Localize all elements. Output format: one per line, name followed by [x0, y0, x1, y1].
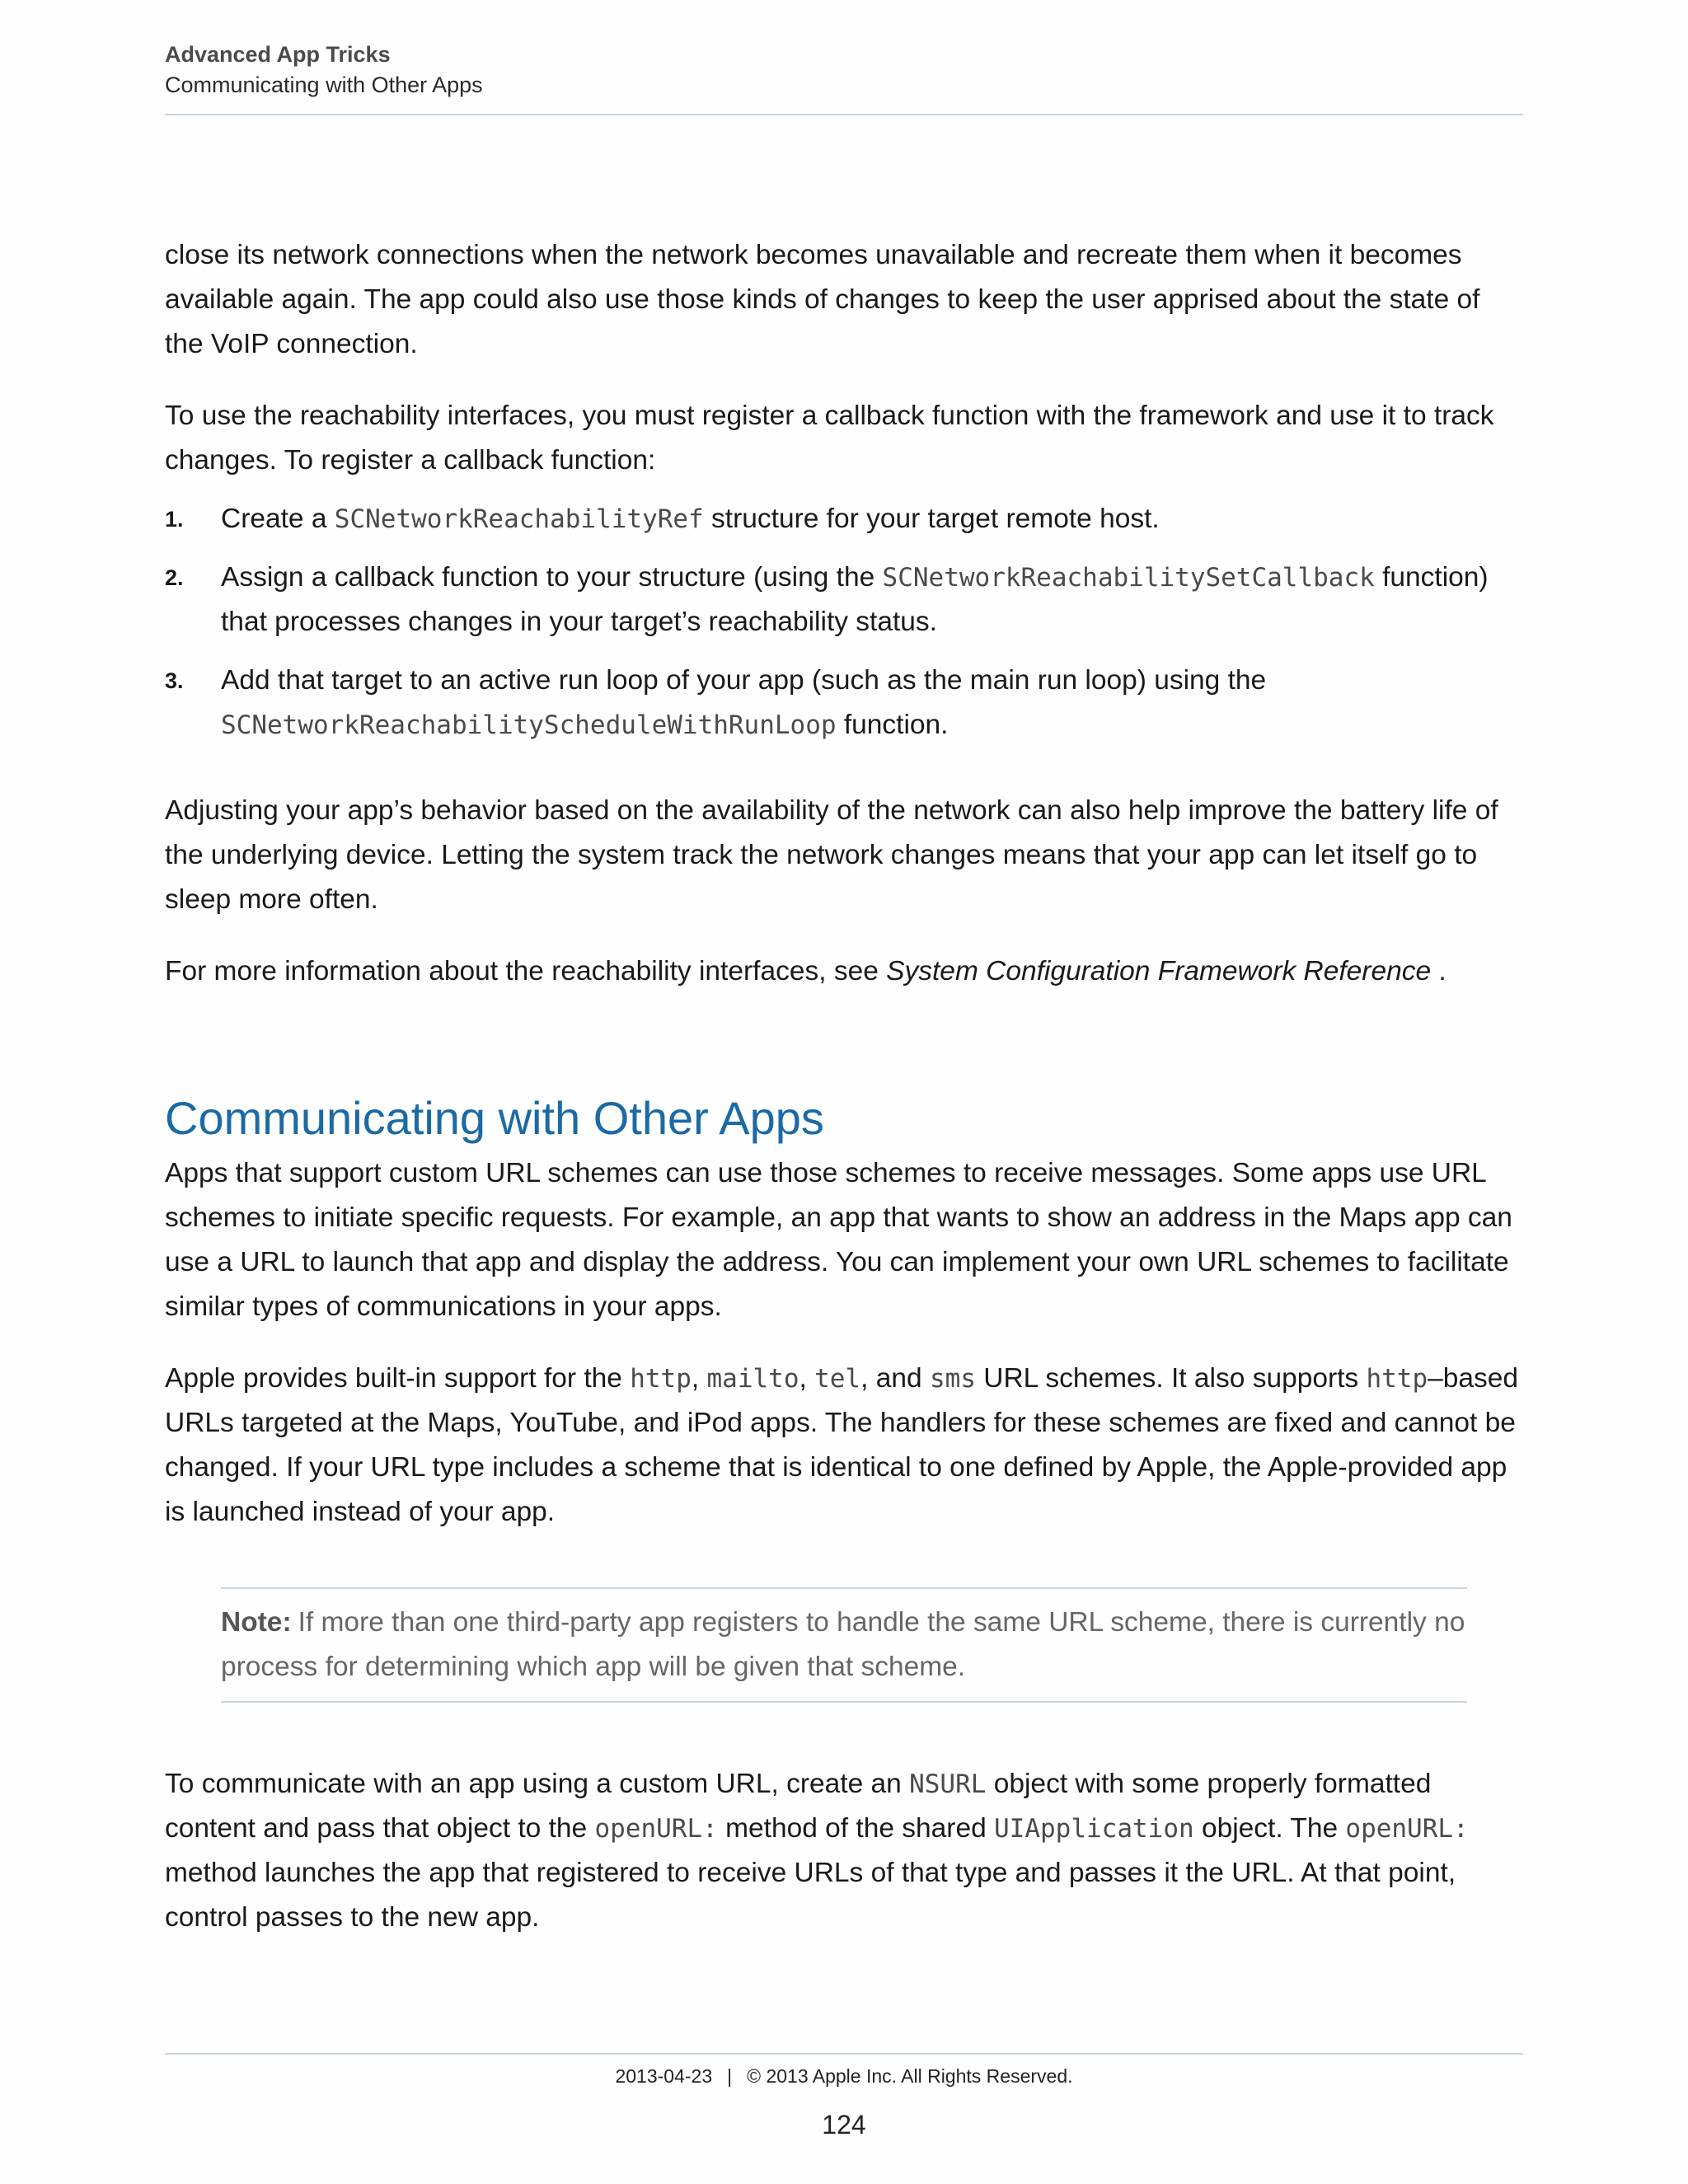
- footer: [165, 2065, 1523, 2088]
- text: ,: [691, 1363, 707, 1394]
- list-item: [165, 658, 1523, 748]
- text: object. The: [1193, 1813, 1346, 1844]
- step-number: 2.: [165, 565, 184, 590]
- step-number: 1.: [165, 507, 184, 532]
- footer-date: 2013-04-23: [615, 2065, 713, 2087]
- section-heading: Communicating with Other Apps: [165, 1092, 824, 1144]
- step-number: 3.: [165, 668, 184, 693]
- page-number: 124: [822, 2110, 866, 2139]
- step-text: Assign a callback function to your structure (using the: [221, 562, 883, 593]
- step-text: Create a: [221, 504, 335, 534]
- list-item: [165, 497, 1523, 541]
- note-box: [221, 1587, 1467, 1703]
- code-symbol: http: [1366, 1364, 1428, 1394]
- text: , and: [860, 1363, 930, 1394]
- text: –based URLs targeted at the Maps, YouTube, and iPod apps. The handlers for these schemes are fixed and cannot be changed. If your URL type includes a scheme that is identical to one defined by Apple, the Apple-provided app is launched instead of your app.: [165, 1363, 1519, 1527]
- paragraph-url-schemes: Apps that support custom URL schemes can use those schemes to receive messages. Some apps use URL schemes to initiate specific requests. For example, an app that wants to show an address in the Maps app can use a URL to launch that app and display the address. You can implement your own URL schemes to facilitate similar types of communications in your apps.: [165, 1158, 1512, 1322]
- code-symbol: NSURL: [909, 1769, 987, 1799]
- text: Apple provides built-in support for the: [165, 1363, 631, 1394]
- code-symbol: SCNetworkReachabilityRef: [334, 504, 704, 534]
- text: .: [1431, 956, 1447, 987]
- footer-separator: |: [727, 2065, 733, 2087]
- steps-list: [165, 497, 1523, 748]
- chapter-title: Advanced App Tricks: [165, 42, 391, 67]
- code-symbol: http: [630, 1364, 692, 1394]
- reference-link[interactable]: System Configuration Framework Reference: [886, 956, 1432, 987]
- footer-divider: [165, 2053, 1523, 2055]
- code-symbol: sms: [929, 1364, 976, 1394]
- code-symbol: SCNetworkReachabilityScheduleWithRunLoop: [221, 710, 837, 740]
- step-text: function.: [836, 710, 949, 740]
- step-text: structure for your target remote host.: [703, 504, 1160, 534]
- document-page: [165, 0, 1523, 2184]
- text: For more information about the reachability interfaces, see: [165, 956, 887, 987]
- step-text: function) that processes changes in your target’s reachability status.: [221, 562, 1489, 637]
- page-body: [165, 233, 1523, 1940]
- step-text: Add that target to an active run loop of your app (such as the main run loop) using the: [221, 665, 1267, 696]
- running-header: [165, 40, 1523, 101]
- code-symbol: openURL:: [1345, 1814, 1469, 1844]
- header-divider: [165, 114, 1523, 115]
- code-symbol: UIApplication: [994, 1814, 1194, 1844]
- code-symbol: tel: [814, 1364, 861, 1394]
- paragraph-builtin-schemes: [165, 1357, 1523, 1535]
- code-symbol: SCNetworkReachabilitySetCallback: [882, 563, 1375, 593]
- text: ,: [799, 1363, 815, 1394]
- text: object with some properly formatted content and pass that object to the: [165, 1769, 1432, 1844]
- paragraph-reachability-intro: To use the reachability interfaces, you must register a callback function with the framework and use it to track changes. To register a callback function:: [165, 401, 1494, 476]
- paragraph-more-info: [165, 949, 1523, 994]
- text: URL schemes. It also supports: [975, 1363, 1367, 1394]
- paragraph-custom-url: [165, 1762, 1523, 1940]
- paragraph-battery-life: Adjusting your app’s behavior based on the availability of the network can also help improve the battery life of the underlying device. Letting the system track the network changes means that your app can let itself go to sleep more often.: [165, 795, 1498, 915]
- footer-copyright: © 2013 Apple Inc. All Rights Reserved.: [747, 2065, 1073, 2087]
- text: method of the shared: [717, 1813, 995, 1844]
- paragraph-network-connections: close its network connections when the network becomes unavailable and recreate them when it becomes available again. The app could also use those kinds of changes to keep the user apprised about the state of the VoIP connection.: [165, 240, 1480, 359]
- text: method launches the app that registered to receive URLs of that type and passes it the URL. At that point, control passes to the new app.: [165, 1858, 1456, 1933]
- note-text: [221, 1601, 1467, 1690]
- list-item: [165, 555, 1523, 644]
- note-label: Note:: [221, 1607, 292, 1638]
- code-symbol: openURL:: [594, 1814, 718, 1844]
- note-body: If more than one third-party app registers to handle the same URL scheme, there is currently no process for determining which app will be given that scheme.: [221, 1607, 1465, 1682]
- section-title: Communicating with Other Apps: [165, 73, 483, 97]
- text: To communicate with an app using a custom URL, create an: [165, 1769, 910, 1799]
- code-symbol: mailto: [706, 1364, 799, 1394]
